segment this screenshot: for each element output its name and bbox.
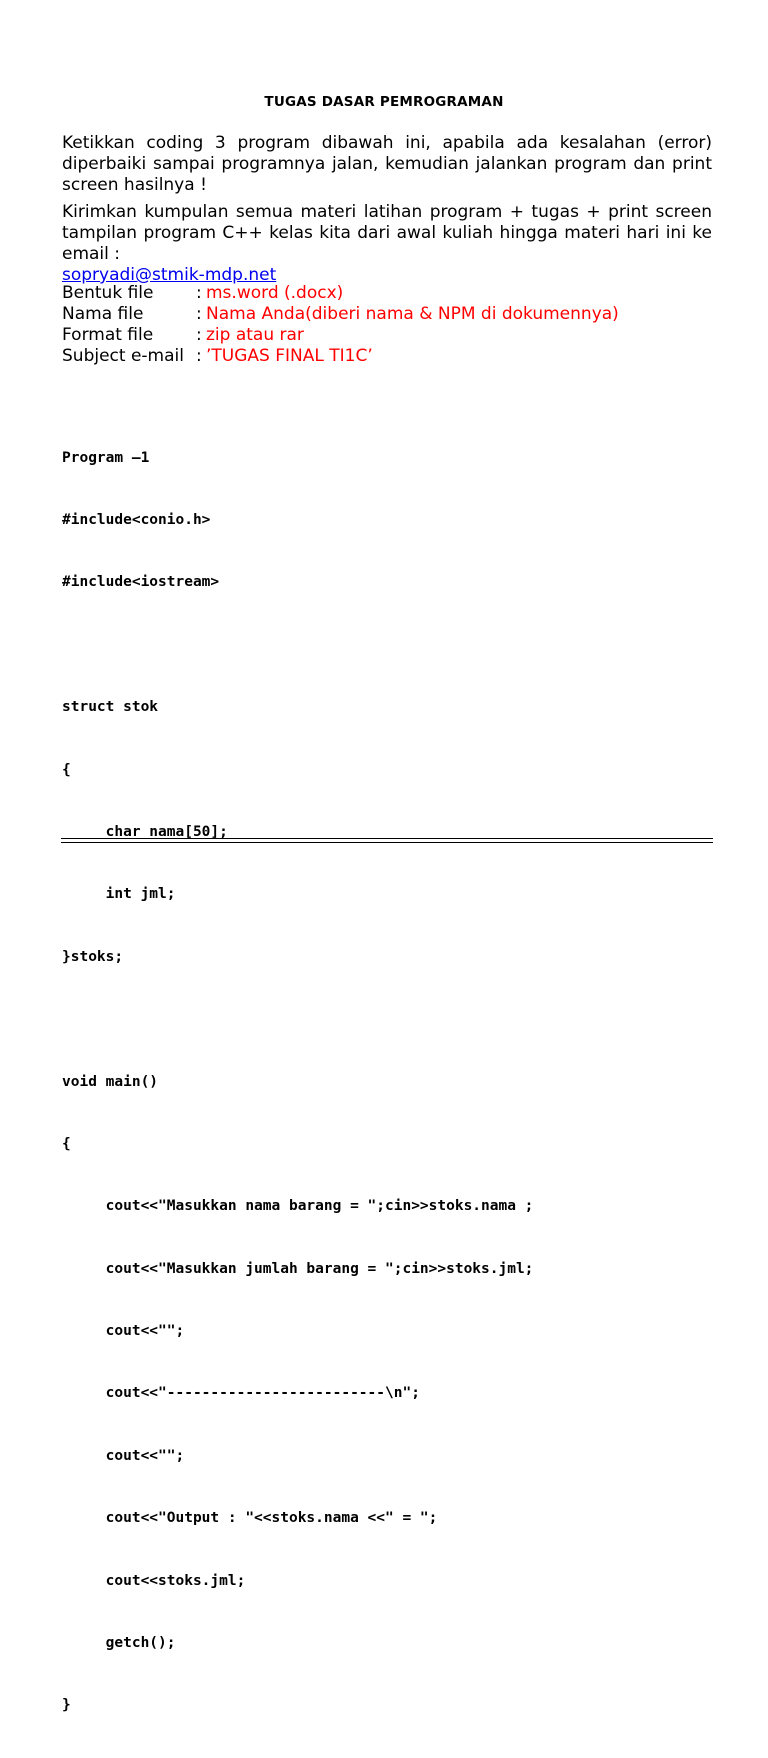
meta-separator: : [196, 346, 202, 366]
meta-value: Nama Anda(diberi nama & NPM di dokumennya) [206, 304, 619, 324]
code-line: cout<<stoks.jml; [62, 1572, 246, 1589]
meta-separator: : [196, 304, 202, 324]
meta-separator: : [196, 283, 202, 303]
code-line: cout<<""; [62, 1323, 185, 1340]
meta-value: zip atau rar [206, 325, 304, 345]
code-line: } [62, 1697, 71, 1714]
code-line: cout<<"Output : "<<stoks.nama <<" = "; [62, 1510, 438, 1527]
meta-value: ’TUGAS FINAL TI1C’ [206, 346, 373, 366]
divider-line [61, 838, 713, 839]
document-title: TUGAS DASAR PEMROGRAMAN [264, 94, 504, 110]
code-line: char nama[50]; [62, 823, 228, 840]
meta-label: Format file [62, 325, 154, 345]
code-line: struct stok [62, 699, 159, 716]
submission-paragraph [62, 202, 712, 286]
code-line: #include<iostream> [62, 574, 220, 591]
code-line: getch(); [62, 1635, 176, 1652]
code-line: cout<<"-------------------------\n"; [62, 1385, 420, 1402]
meta-row-email-subject [62, 346, 619, 367]
code-line: cout<<"Masukkan nama barang = ";cin>>stoks.nama ; [62, 1198, 534, 1215]
meta-row-archive-format [62, 325, 619, 346]
code-line: #include<conio.h> [62, 511, 211, 528]
meta-separator: : [196, 325, 202, 345]
file-requirements [62, 283, 619, 367]
code-line: { [62, 1135, 71, 1152]
code-line: }stoks; [62, 948, 124, 965]
divider-line [61, 842, 713, 843]
instruction-paragraph: Ketikkan coding 3 program dibawah ini, apabila ada kesalahan (error) diperbaiki sampai programnya jalan, kemudian jalankan program dan print screen hasilnya ! [62, 133, 712, 195]
code-line: Program –1 [62, 449, 150, 466]
code-line [62, 1009, 533, 1030]
code-line [62, 635, 533, 656]
meta-row-format-type [62, 283, 619, 304]
code-line: { [62, 761, 71, 778]
email-link[interactable]: sopryadi@stmik-mdp.net [62, 265, 277, 285]
code-line: cout<<""; [62, 1447, 185, 1464]
code-line: void main() [62, 1073, 159, 1090]
meta-label: Subject e-mail [62, 346, 184, 366]
meta-row-file-name [62, 304, 619, 325]
meta-label: Nama file [62, 304, 144, 324]
code-listing [62, 406, 533, 1758]
meta-value: ms.word (.docx) [206, 283, 344, 303]
code-line: int jml; [62, 886, 176, 903]
submission-text: Kirimkan kumpulan semua materi latihan program + tugas + print screen tampilan program C++ kelas kita dari awal kuliah hingga materi hari ini ke email : [62, 202, 712, 264]
meta-label: Bentuk file [62, 283, 154, 303]
code-line: cout<<"Masukkan jumlah barang = ";cin>>stoks.jml; [62, 1260, 534, 1277]
